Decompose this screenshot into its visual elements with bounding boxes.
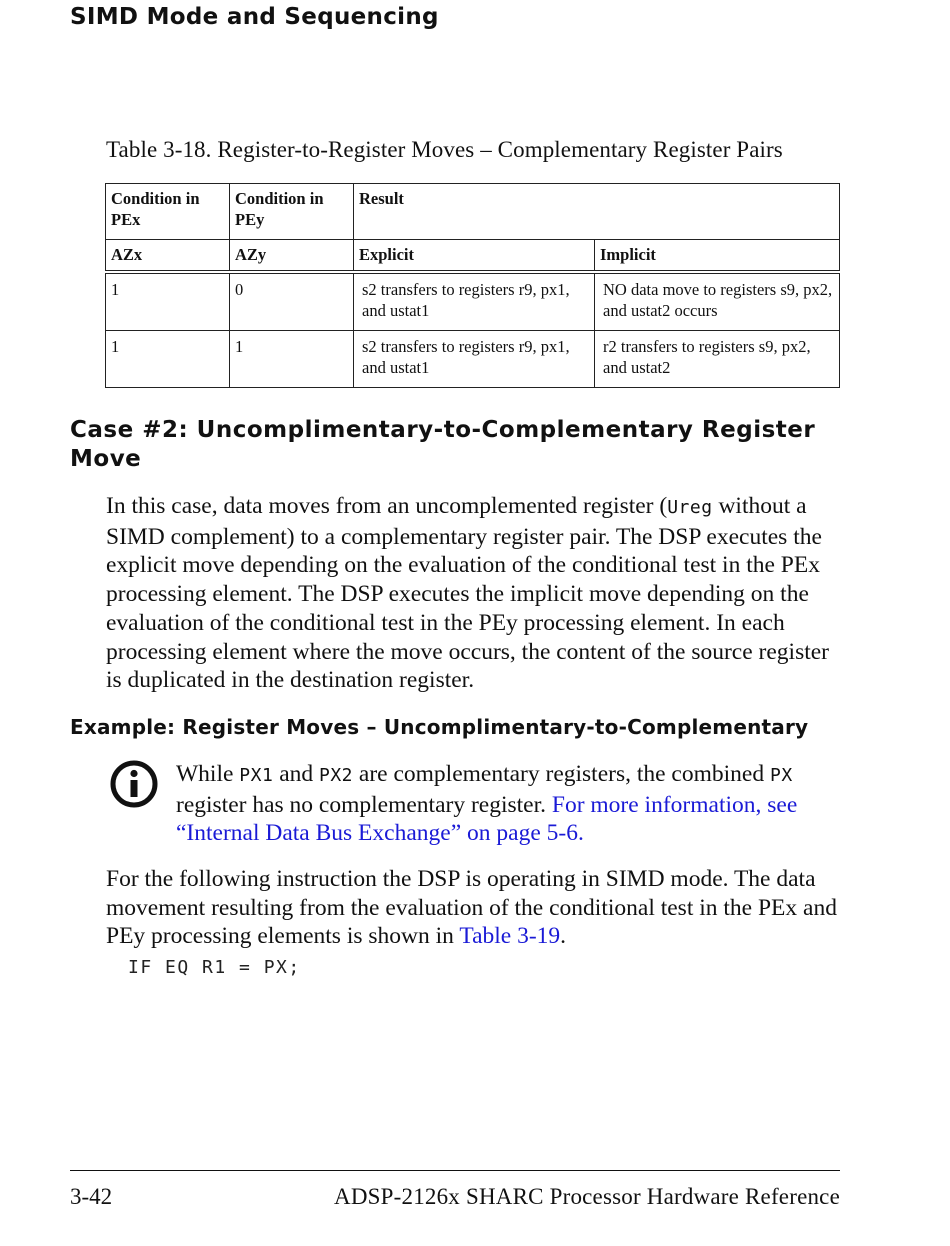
table-cell: NO data move to registers s9, px2, and ustat2 occurs: [595, 272, 840, 331]
case2-paragraph: [106, 492, 846, 695]
px1-code: PX1: [239, 765, 274, 786]
note-text-part: and: [273, 761, 319, 787]
table-cell: 1: [106, 272, 230, 331]
table-header-cell: Result: [354, 184, 840, 240]
page-number: 3-42: [70, 1184, 113, 1209]
footer-divider: [70, 1170, 840, 1171]
example-paragraph: [106, 865, 846, 951]
example-text: For the following instruction the DSP is operating in SIMD mode. The data movement resulting from the evaluation of the conditional test in the PEx and PEy processing elements is shown in: [106, 866, 837, 950]
case2-text: In this case, data moves from an uncomplemented register (: [106, 493, 668, 519]
table-header-cell: AZx: [106, 240, 230, 273]
example-heading: Example: Register Moves – Uncomplimentary-to-Complementary: [70, 715, 809, 739]
px2-code: PX2: [319, 765, 354, 786]
table-cell: 1: [230, 331, 354, 388]
table-row: [106, 272, 840, 331]
note-text-part: While: [176, 761, 240, 787]
table-cell: s2 transfers to registers r9, px1, and ustat1: [354, 331, 595, 388]
table-header-cell: AZy: [230, 240, 354, 273]
note-text: [176, 760, 846, 848]
note-text-part: register has no complementary register.: [176, 791, 552, 818]
case2-heading: Case #2: Uncomplimentary-to-Complementary Register Move: [70, 417, 816, 472]
table-cell: r2 transfers to registers s9, px2, and ustat2: [595, 331, 840, 388]
example-text: .: [560, 923, 567, 950]
table-header-cell: Condition in PEy: [230, 184, 354, 240]
table-cell: 1: [106, 331, 230, 388]
running-header: SIMD Mode and Sequencing: [70, 4, 439, 30]
table-cell: 0: [230, 272, 354, 331]
internal-data-bus-link[interactable]: For more information, see “Internal Data Bus Exchange” on page 5-6.: [176, 791, 798, 847]
register-moves-table: [105, 183, 840, 388]
note-text-part: are complementary registers, the combined: [353, 761, 770, 787]
table-caption: Table 3-18. Register-to-Register Moves – Complementary Register Pairs: [106, 137, 783, 162]
table-3-19-link[interactable]: Table 3-19: [459, 923, 561, 950]
px-code: PX: [769, 765, 793, 786]
ureg-code: Ureg: [667, 497, 713, 518]
case2-text: without a SIMD complement) to a complementary register pair. The DSP executes the explicit move depending on the evaluation of the conditional test in the PEx processing element. The DSP executes the implicit move depending on the evaluation of the conditional test in the PEy processing element. In each processing element where the move occurs, the content of the source register is duplicated in the destination register.: [106, 493, 830, 694]
table-header-cell: Explicit: [354, 240, 595, 273]
info-icon: [110, 760, 158, 808]
table-header-cell: Implicit: [595, 240, 840, 273]
table-subheader-row: [106, 240, 840, 273]
code-example: IF EQ R1 = PX;: [128, 957, 301, 978]
book-title: ADSP-2126x SHARC Processor Hardware Reference: [334, 1184, 840, 1209]
table-cell: s2 transfers to registers r9, px1, and ustat1: [354, 272, 595, 331]
table-header-row: [106, 184, 840, 240]
table-header-cell: Condition in PEx: [106, 184, 230, 240]
table-row: [106, 331, 840, 388]
